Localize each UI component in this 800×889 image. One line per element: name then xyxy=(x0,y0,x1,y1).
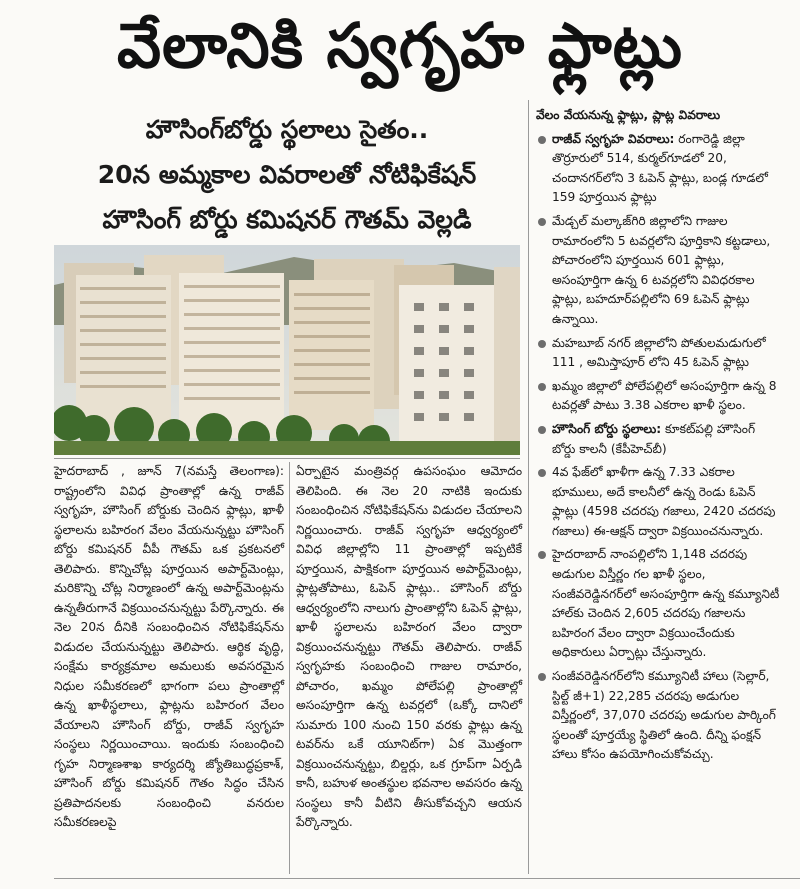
article-text-col1: హైదరాబాద్ , జూన్ 7(నమస్తే తెలంగాణ): రాష్ట్రంలోని వివిధ ప్రాంతాల్లో ఉన్న రాజీవ్ స్వగృహ, హౌసింగ్ బోర్డుకు చెందిన ఫ్లాట్లు, ఖాళీ స్థలాలను బహిరంగ వేలం వేయనున్నట్టు హౌసింగ్ బోర్డు కమిషనర్ వీపీ గౌతమ్ ఒక ప్రకటనలో తెలిపారు. కొన్నిచోట్ల పూర్తయిన అపార్ట్‌మెంట్లు, మరికొన్ని చోట్ల నిర్మాణంలో ఉన్న అపార్ట్‌మెంట్లను ఉన్నతీరుగానే విక్రయించనున్నట్టు పేర్కొన్నారు. ఈ నెల 20న దీనికి సంబంధించిన నోటిఫికేషన్‌ను విడుదల చేయనున్నట్టు తెలిపారు. ఆర్థిక వృద్ధి, సంక్షేమ కార్యక్రమాల అమలుకు అవసరమైన నిధుల సమీకరణలో భాగంగా పలు ప్రాంతాల్లో ఉన్న ఖాళీస్థలాలు, ఫ్లాట్లను బహిరంగ వేలం వేయాలని హౌసింగ్ బోర్డు, రాజీవ్ స్వగృహ సంస్థలు నిర్ణయించాయి. ఇందుకు సంబంధించి గృహ నిర్మాణశాఖ కార్యదర్శి జ్యోతిబుద్ధప్రకాశ్, హౌసింగ్ బోర్డు కమిషనర్ గౌతం సిద్ధం చేసిన ప్రతిపాదనలకు సంబంధించి వనరుల సమీకరణలపై xyxy=(54,464,284,829)
item-text: మహబూబ్ నగర్ జిల్లాలోని పోతులమడుగులో 111 , అమిస్తాపూర్ లోని 45 ఓపెన్ ఫ్లాట్లు xyxy=(552,335,766,370)
item-text: కూకట్‌పల్లి హౌసింగ్ బోర్డు కాలనీ (కేపీహెచ్‌బీ) xyxy=(552,421,756,456)
column-divider xyxy=(289,462,290,874)
subhead-2: 20న అమ్మకాల వివరాలతో నోటిఫికేషన్ xyxy=(97,160,477,189)
list-item xyxy=(536,545,780,663)
item-text: మేడ్చల్ మల్కాజ్‌గిరి జిల్లాలోని గాజుల రామారంలోని 5 టవర్లలోని పూర్తికాని కట్టడాలు, పోచారంలోని పూర్తయిన 601 ఫ్లాట్లు, అసంపూర్తిగా ఉన్న 6 టవర్లలోని వివిధరకాల ఫ్లాట్లు, బహదూర్‌పల్లిలోని 69 ఓపెన్ ఫ్లాట్లు ఉన్నాయి. xyxy=(552,213,771,326)
item-text: రంగారెడ్డి జిల్లా తొర్రూరులో 514, కుర్మల్‌గూడలో 20, చందానగర్‌లోని 3 ఓపెన్ ఫ్లాట్లు, బండ్ల గూడలో 159 పూర్తయిన ఫ్లాట్లు xyxy=(552,131,768,205)
article-text-col2: ఏర్పాటైన మంత్రివర్గ ఉపసంఘం ఆమోదం తెలిపింది. ఈ నెల 20 నాటికి ఇందుకు సంబంధించిన నోటిఫికేషన్‌ను విడుదల చేయాలని నిర్ణయించారు. రాజీవ్ స్వగృహ ఆధ్వర్యంలో వివిధ జిల్లాల్లోని 11 ప్రాంతాల్లో ఇప్పటికే పూర్తయిన, పాక్షికంగా పూర్తయిన అపార్ట్‌మెంట్లు, ఫ్లాట్లతోపాటు, ఓపెన్ ఫ్లాట్లు.. హౌసింగ్ బోర్డు ఆధ్వర్యంలోని నాలుగు ప్రాంతాల్లోని ఓపెన్ ఫ్లాట్లు, ఖాళీ స్థలాలను బహిరంగ వేలం ద్వారా విక్రయించనున్నట్టు గౌతమ్ తెలిపారు. రాజీవ్ స్వగృహకు సంబంధించి గాజుల రామారం, పోచారం, ఖమ్మం పోలేపల్లి ప్రాంతాల్లో అసంపూర్తిగా ఉన్న టవర్లలో (ఒక్కో దానిలో సుమారు 100 నుంచి 150 వరకు ఫ్లాట్లు ఉన్న టవర్‌ను ఒకే యూనిట్‌గా) ఏక మొత్తంగా విక్రయించనున్నట్టు, బిల్డర్లు, ఒక గ్రూప్‌గా ఏర్పడి కానీ, బహుళ అంతస్థుల భవనాల అవసరం ఉన్న సంస్థలు కానీ వీటిని తీసుకోవచ్చని ఆయన పేర్కొన్నారు. xyxy=(296,464,522,829)
article-column-1 xyxy=(54,462,284,833)
bottom-rule xyxy=(54,878,800,879)
item-text: సంజీవరెడ్డినగర్‌లోని కమ్యూనిటీ హాలు (సెల్లార్, స్టిల్ట్ జీ+1) 22,285 చదరపు అడుగుల విస్తీర్ణంలో, 37,070 చదరపు అడుగుల పార్కింగ్ స్థలంతో పూర్తయ్యే స్థితిలో ఉంది. దీన్ని ఫంక్షన్ హాలు కోసం ఉపయోగించుకోవచ్చు. xyxy=(552,669,776,762)
photo-divider xyxy=(54,458,520,459)
details-sidebar xyxy=(536,106,780,769)
subhead-3: హౌసింగ్ బోర్డు కమిషనర్ గౌతమ్ వెల్లడి xyxy=(102,205,472,234)
item-text: ఖమ్మం జిల్లాలో పోలేపల్లిలో అసంపూర్తిగా ఉన్న 8 టవర్లతో పాటు 3.38 ఎకరాల ఖాళీ స్థలం. xyxy=(552,378,777,413)
item-text: 4వ ఫేజ్‌లో ఖాళీగా ఉన్న 7.33 ఎకరాల భూములు, అదే కాలనీలో ఉన్న రెండు ఓపెన్ ఫ్లాట్లు (4598 చదరపు గజాలు, 2420 చదరపు గజాలు) ఈ-ఆక్షన్ ద్వారా విక్రయించనున్నారు. xyxy=(552,465,776,538)
article-column-2 xyxy=(296,462,522,833)
sidebar-divider xyxy=(528,100,529,874)
list-item xyxy=(536,212,780,330)
list-item xyxy=(536,420,780,459)
apartment-towers-photo xyxy=(54,245,520,455)
item-text: హైదరాబాద్ నాంపల్లిలోని 1,148 చదరపు అడుగుల విస్తీర్ణం గల ఖాళీ స్థలం, సంజీవరెడ్డినగర్‌లో అసంపూర్తిగా ఉన్న కమ్యూనిటీ హాల్‌కు చెందిన 2,605 చదరపు గజాలను బహిరంగ వేలం ద్వారా విక్రయించేందుకు అధికారులు ఏర్పాట్లు చేస్తున్నారు. xyxy=(552,547,780,660)
list-item xyxy=(536,334,780,373)
list-item xyxy=(536,130,780,208)
sidebar-title: వేలం వేయనున్న ఫ్లాట్లు, ప్లాట్ల వివరాలు xyxy=(536,108,721,122)
subhead-1: హౌసింగ్‌బోర్డు స్థలాలు సైతం.. xyxy=(145,115,429,144)
list-item xyxy=(536,667,780,765)
list-item xyxy=(536,463,780,541)
list-item xyxy=(536,377,780,416)
item-lead: హౌసింగ్ బోర్డు స్థలాలు: xyxy=(552,421,662,436)
headline: వేలానికి స్వగృహ ఫ్లాట్లు xyxy=(117,9,683,82)
item-lead: రాజీవ్ స్వగృహ వివరాలు: xyxy=(552,131,675,146)
